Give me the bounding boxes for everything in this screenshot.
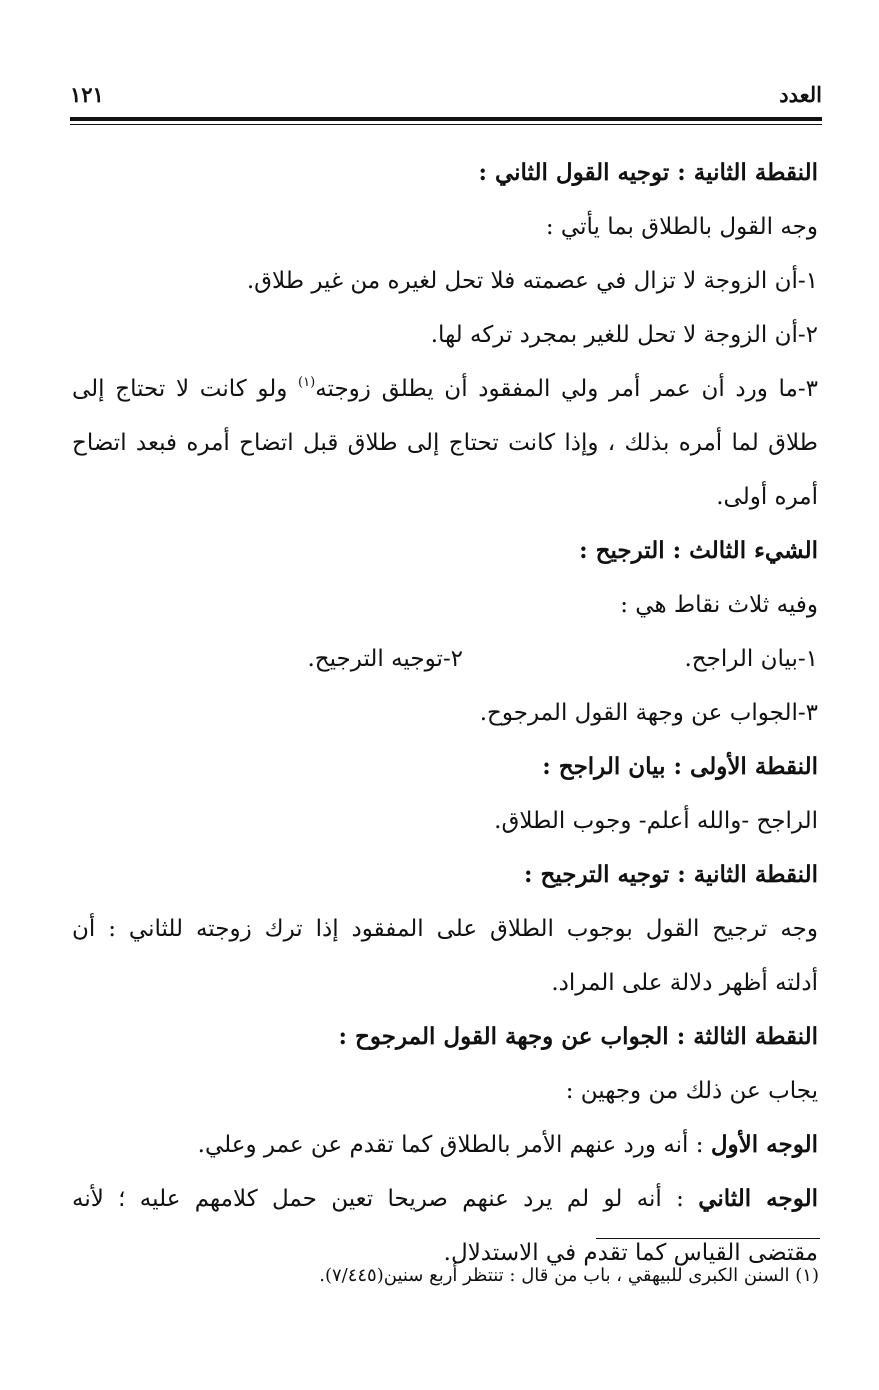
text-line xyxy=(72,1118,818,1172)
footnote-separator xyxy=(596,1238,820,1239)
header-rule-thick xyxy=(70,117,822,121)
bold-label: الوجه الأول xyxy=(710,1131,818,1158)
heading-point-one: النقطة الأولى : بيان الراجح : xyxy=(542,753,818,780)
list-row-two-items xyxy=(72,632,818,686)
chapter-title: العدد xyxy=(779,82,822,107)
text-run: : أنه ورد عنهم الأمر بالطلاق كما تقدم عن عمر وعلي. xyxy=(197,1132,711,1158)
text-line: طلاق لما أمره بذلك ، وإذا كانت تحتاج إلى طلاق قبل اتضاح أمره فبعد اتضاح xyxy=(72,430,818,456)
text-line xyxy=(72,1172,818,1226)
footnote-ref: (١) xyxy=(298,375,316,390)
list-item: ٣-الجواب عن وجهة القول المرجوح. xyxy=(479,700,818,726)
heading-point-three: النقطة الثالثة : الجواب عن وجهة القول المرجوح : xyxy=(338,1023,818,1050)
text-line: وجه القول بالطلاق بما يأتي : xyxy=(545,214,818,240)
heading-point-two-second-view: النقطة الثانية : توجيه القول الثاني : xyxy=(478,159,818,186)
footnote: (١) السنن الكبرى للبيهقي ، باب من قال : تنتظر أربع سنين(٧/٤٤٥). xyxy=(319,1265,819,1286)
text-line: وفيه ثلاث نقاط هي : xyxy=(620,592,818,618)
text-line: أمره أولى. xyxy=(716,484,818,510)
text-line: الراجح -والله أعلم- وجوب الطلاق. xyxy=(494,808,818,834)
list-item: ٢-توجيه الترجيح. xyxy=(307,646,463,672)
list-item: ١-بيان الراجح. xyxy=(684,646,818,672)
list-item: ١-أن الزوجة لا تزال في عصمته فلا تحل لغيره من غير طلاق. xyxy=(246,268,818,294)
text-line: أدلته أظهر دلالة على المراد. xyxy=(551,970,818,996)
list-item: ٢-أن الزوجة لا تحل للغير بمجرد تركه لها. xyxy=(430,322,818,348)
bold-label: الوجه الثاني xyxy=(698,1185,818,1212)
header-rule-thin xyxy=(70,124,822,125)
page-header xyxy=(70,82,822,112)
text-run: : أنه لو لم يرد عنهم صريحا تعين حمل كلامهم عليه ؛ لأنه xyxy=(72,1186,699,1212)
page-body xyxy=(72,146,818,1280)
text-run: ولو كانت لا تحتاج إلى xyxy=(72,376,299,402)
text-line: وجه ترجيح القول بوجوب الطلاق على المفقود إذا ترك زوجته للثاني : أن xyxy=(72,916,818,942)
heading-point-two: النقطة الثانية : توجيه الترجيح : xyxy=(523,861,818,888)
text-line: يجاب عن ذلك من وجهين : xyxy=(565,1078,818,1104)
text-line: مقتضى القياس كما تقدم في الاستدلال. xyxy=(443,1240,818,1266)
list-item xyxy=(72,362,818,416)
text-run: ٣-ما ورد أن عمر أمر ولي المفقود أن يطلق زوجته xyxy=(315,376,818,402)
heading-third-thing-preference: الشيء الثالث : الترجيح : xyxy=(579,537,818,564)
page-number: ١٢١ xyxy=(70,82,104,107)
